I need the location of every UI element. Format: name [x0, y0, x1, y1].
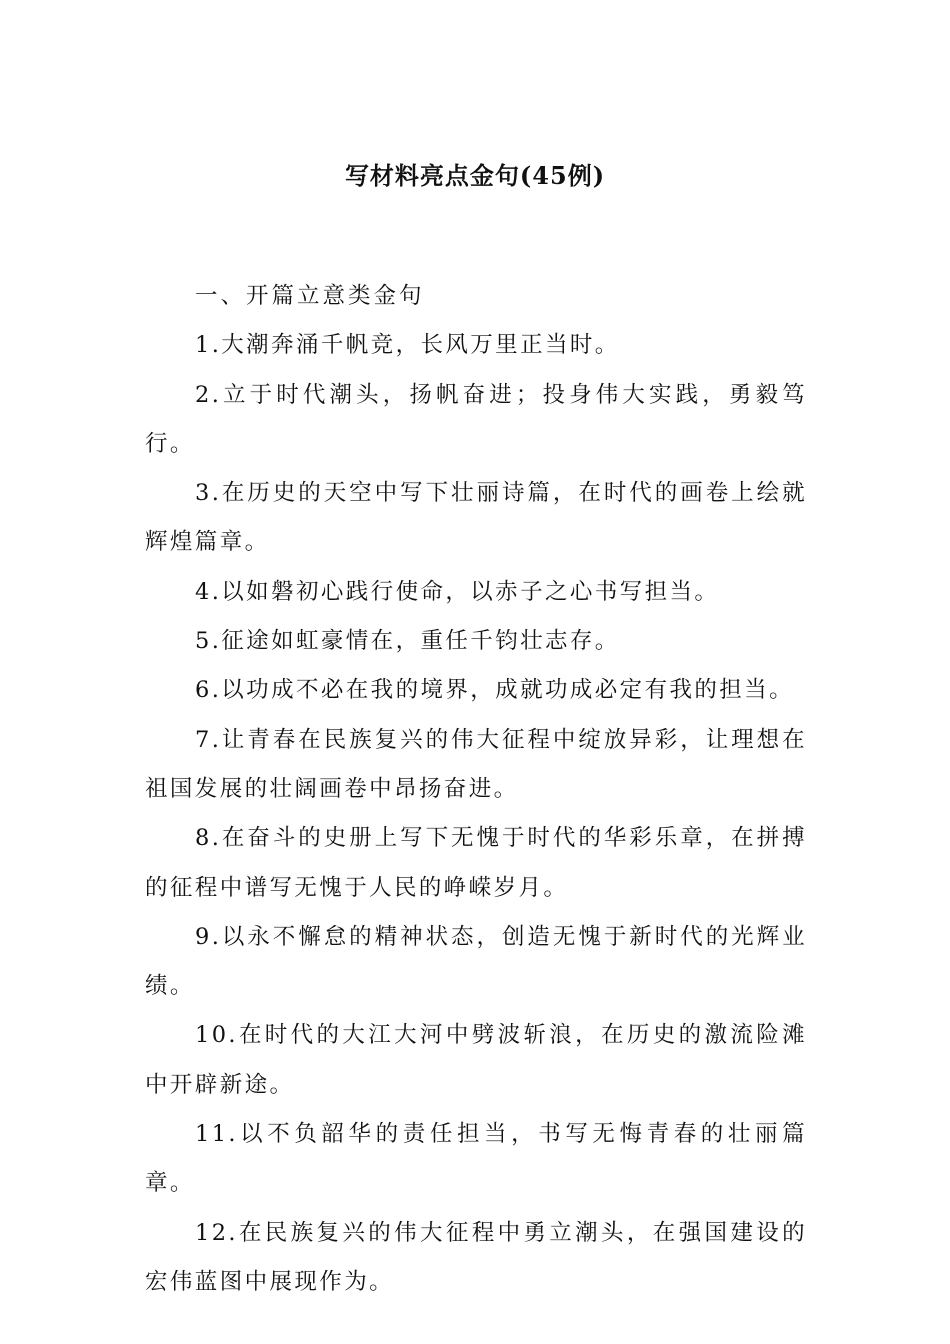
list-item: 9.以永不懈怠的精神状态，创造无愧于新时代的光辉业绩。 — [145, 923, 807, 1000]
list-item: 5.征途如虹豪情在，重任千钧壮志存。 — [195, 628, 620, 655]
list-item: 6.以功成不必在我的境界，成就功成必定有我的担当。 — [195, 677, 794, 704]
document-body — [145, 272, 807, 1307]
list-item: 2.立于时代潮头，扬帆奋进；投身伟大实践，勇毅笃行。 — [145, 381, 807, 457]
list-item: 11.以不负韶华的责任担当，书写无悔青春的壮丽篇章。 — [145, 1121, 807, 1197]
list-item: 12.在民族复兴的伟大征程中勇立潮头，在强国建设的宏伟蓝图中展现作为。 — [145, 1219, 807, 1295]
list-item: 4.以如磐初心践行使命，以赤子之心书写担当。 — [195, 578, 720, 605]
list-item: 3.在历史的天空中写下壮丽诗篇，在时代的画卷上绘就辉煌篇章。 — [145, 480, 807, 556]
section-heading: 一、开篇立意类金句 — [195, 283, 425, 309]
document-title: 写材料亮点金句(45例) — [344, 161, 606, 190]
list-item: 10.在时代的大江大河中劈波斩浪，在历史的激流险滩中开辟新途。 — [145, 1022, 807, 1098]
list-item: 7.让青春在民族复兴的伟大征程中绽放异彩，让理想在祖国发展的壮阔画卷中昂扬奋进。 — [145, 726, 807, 802]
list-item: 8.在奋斗的史册上写下无愧于时代的华彩乐章，在拼搏的征程中谱写无愧于人民的峥嵘岁月。 — [145, 825, 807, 901]
list-item: 1.大潮奔涌千帆竞，长风万里正当时。 — [195, 332, 620, 359]
